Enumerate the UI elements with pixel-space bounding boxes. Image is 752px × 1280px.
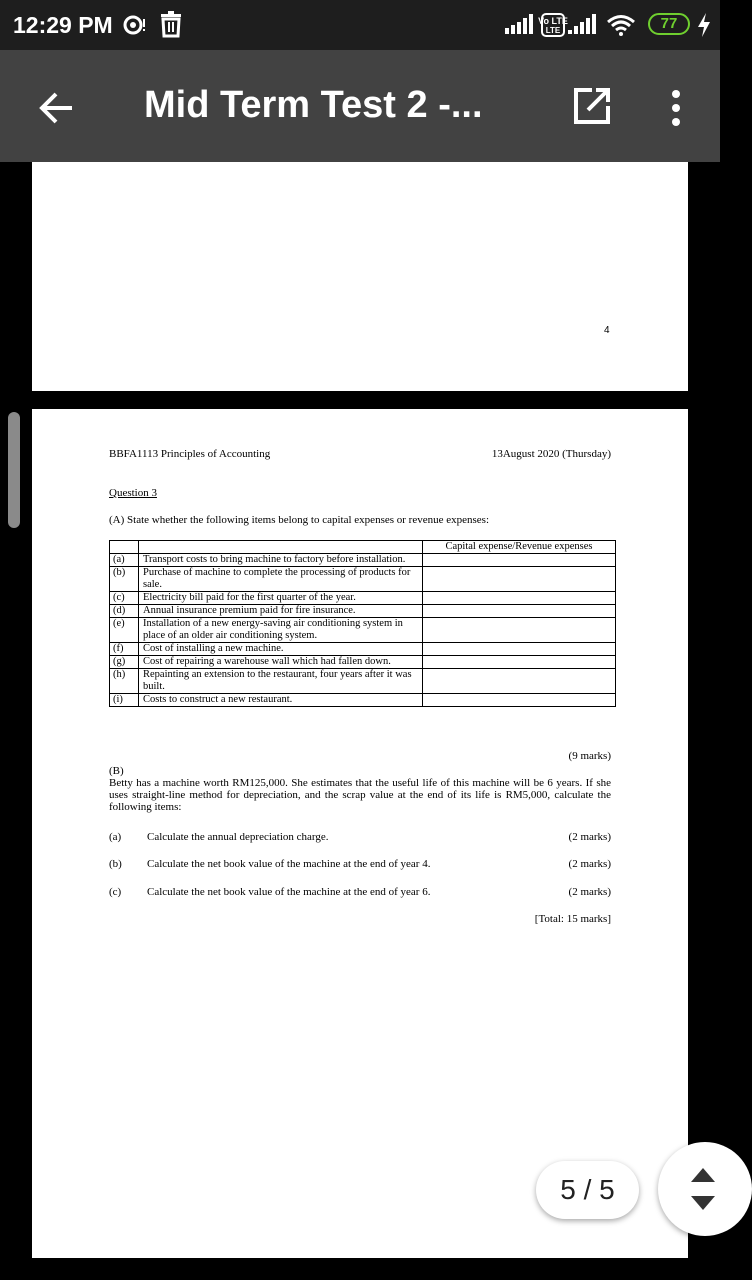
volte-icon	[538, 13, 568, 41]
table-row: (c) Electricity bill paid for the first quarter of the year.	[110, 592, 616, 605]
sub-question-marks: (2 marks)	[568, 831, 611, 843]
sub-question-marks: (2 marks)	[568, 858, 611, 870]
wifi-icon	[606, 14, 636, 40]
sub-question-letter: (a)	[109, 831, 122, 843]
sub-question-marks: (2 marks)	[568, 886, 611, 898]
clock: 12:29 PM	[13, 12, 113, 38]
total-marks: [Total: 15 marks]	[534, 913, 611, 925]
exam-date: 13August 2020 (Thursday)	[491, 448, 611, 460]
scrollbar-handle[interactable]	[8, 412, 20, 528]
answer-cell	[423, 656, 616, 669]
table-row: (f) Cost of installing a new machine.	[110, 643, 616, 656]
status-bar	[0, 0, 720, 50]
whatsapp-icon	[122, 13, 148, 41]
signal-icon	[505, 14, 535, 38]
more-options-button[interactable]	[668, 88, 684, 128]
pdf-page-5	[32, 409, 688, 1258]
signal-icon	[568, 14, 598, 38]
sub-question-text: Calculate the annual depreciation charge.	[147, 831, 329, 843]
answer-cell	[423, 567, 616, 592]
course-code: BBFA1113 Principles of Accounting	[109, 448, 271, 460]
arrow-left-icon	[36, 88, 76, 128]
table-row: (i) Costs to construct a new restaurant.	[110, 694, 616, 707]
table-row: (e) Installation of a new energy-saving air conditioning system in place of an older air conditioning system.	[110, 618, 616, 643]
battery-indicator: 77	[648, 13, 690, 35]
table-row: (a) Transport costs to bring machine to factory before installation.	[110, 554, 616, 567]
question-heading: Question 3	[109, 487, 157, 499]
table-row: (b) Purchase of machine to complete the processing of products for sale.	[110, 567, 616, 592]
table-row: (h) Repainting an extension to the restaurant, four years after it was built.	[110, 669, 616, 694]
table-header: Capital expense/Revenue expenses	[423, 541, 616, 554]
open-external-button[interactable]	[572, 86, 612, 126]
answer-cell	[423, 694, 616, 707]
pdf-page-4	[32, 162, 688, 391]
page-indicator: 5 / 5	[536, 1161, 639, 1219]
part-a-marks: (9 marks)	[568, 750, 611, 762]
open-external-icon	[572, 86, 612, 126]
expense-table	[109, 540, 616, 707]
trash-icon	[160, 11, 182, 41]
table-row: (g) Cost of repairing a warehouse wall which had fallen down.	[110, 656, 616, 669]
back-button[interactable]	[36, 88, 76, 128]
up-down-arrows-icon	[691, 1168, 715, 1210]
sub-question-letter: (b)	[109, 858, 122, 870]
svg-text:LTE: LTE	[545, 26, 561, 35]
answer-cell	[423, 618, 616, 643]
table-header-row	[110, 541, 616, 554]
charging-icon	[697, 13, 711, 41]
volte-label: Vo LTE	[538, 16, 568, 26]
part-b-label: (B)	[109, 765, 124, 777]
answer-cell	[423, 669, 616, 694]
table-row: (d) Annual insurance premium paid for fire insurance.	[110, 605, 616, 618]
answer-cell	[423, 605, 616, 618]
document-title: Mid Term Test 2 -...	[144, 84, 483, 126]
sub-question-text: Calculate the net book value of the machine at the end of year 6.	[147, 886, 431, 898]
page-number: 4	[604, 325, 610, 336]
part-b-text: Betty has a machine worth RM125,000. She estimates that the useful life of this machine will be 6 years. If she uses straight-line method for depreciation, and the scrap value at the end of its life is RM5,000, calculate the following items:	[109, 777, 611, 813]
sub-question-text: Calculate the net book value of the machine at the end of year 4.	[147, 858, 431, 870]
fast-scroll-button[interactable]	[658, 1142, 752, 1236]
app-bar	[0, 50, 720, 162]
answer-cell	[423, 554, 616, 567]
part-a-instruction: (A) State whether the following items belong to capital expenses or revenue expenses:	[109, 514, 489, 526]
answer-cell	[423, 643, 616, 656]
more-vert-icon	[668, 88, 684, 128]
answer-cell	[423, 592, 616, 605]
sub-question-letter: (c)	[109, 886, 122, 898]
